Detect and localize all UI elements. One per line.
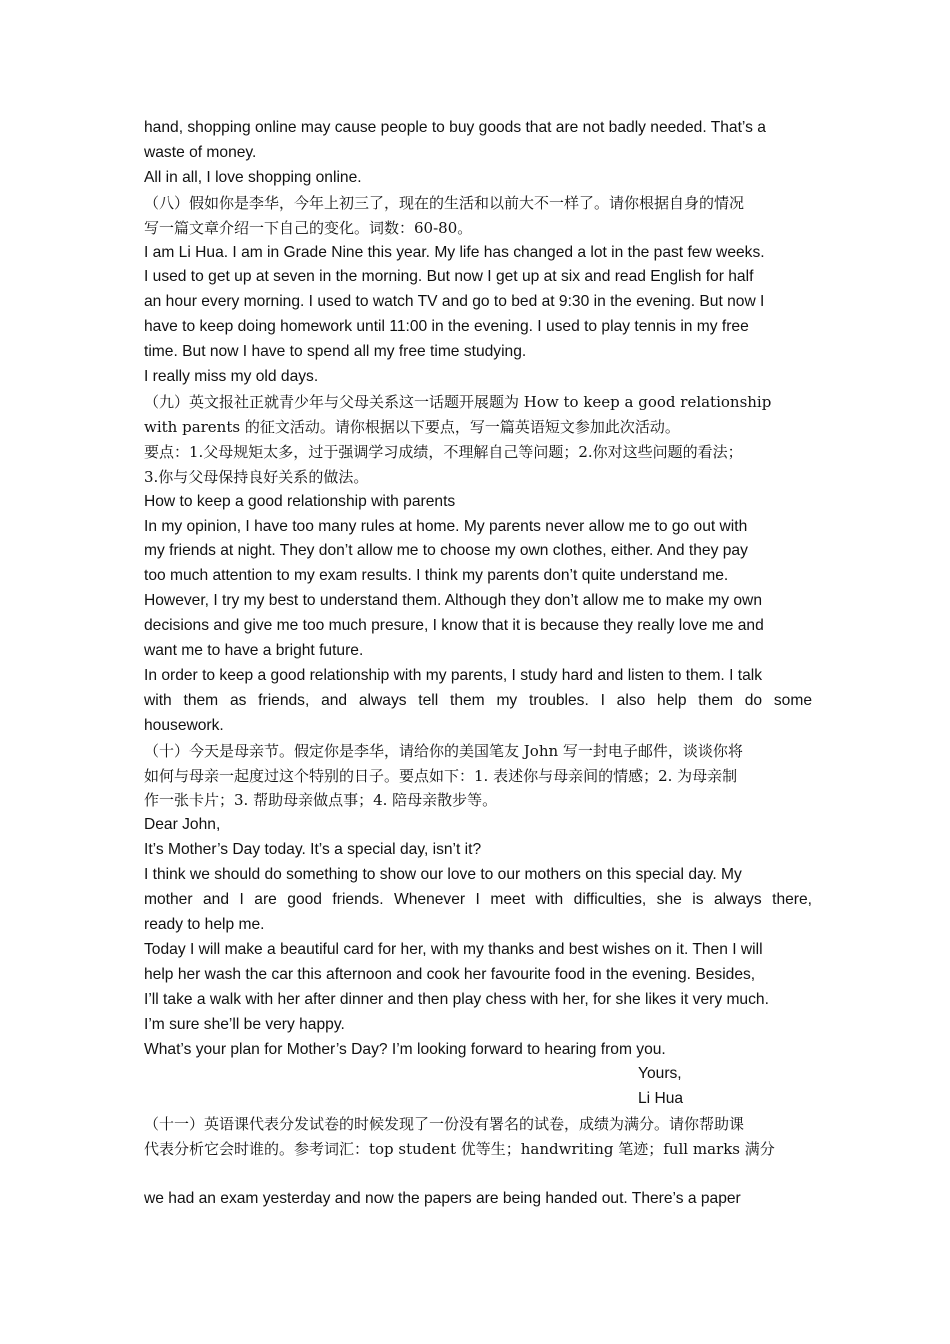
text-line: It’s Mother’s Day today. It’s a special day, isn’t it? [144,841,482,859]
text-line: with them as friends, and always tell them my troubles. I also help them do some [144,691,812,709]
text-line: 作一张卡片；3. 帮助母亲做点事；4. 陪母亲散步等。 [144,791,498,810]
text-line: All in all, I love shopping online. [144,168,362,186]
text-line: I think we should do something to show our love to our mothers on this special day. My [144,866,742,884]
text-line: （十）今天是母亲节。假定你是李华，请给你的美国笔友 John 写一封电子邮件，谈谈你将 [144,741,743,760]
text-line: my friends at night. They don’t allow me to choose my own clothes, either. And they pay [144,542,748,560]
text-line: 要点：1.父母规矩太多，过于强调学习成绩，不理解自己等问题；2.你对这些问题的看法； [144,442,743,461]
text-line: 如何与母亲一起度过这个特别的日子。要点如下：1. 表述你与母亲间的情感；2. 为母亲制 [144,766,738,785]
text-line: In order to keep a good relationship with my parents, I study hard and listen to them. I talk [144,666,763,684]
text-line: I used to get up at seven in the morning. But now I get up at six and read English for half [144,268,754,286]
text-line: 3.你与父母保持良好关系的做法。 [144,467,369,486]
text-line: waste of money. [144,143,257,161]
text-line: 代表分析它会时谁的。参考词汇：top student 优等生；handwriting 笔迹；full marks 满分 [144,1140,775,1159]
text-line: （十一）英语课代表分发试卷的时候发现了一份没有署名的试卷，成绩为满分。请你帮助课 [144,1115,745,1134]
text-line: too much attention to my exam results. I think my parents don’t quite understand me. [144,567,729,585]
text-line: （九）英文报社正就青少年与父母关系这一话题开展题为 How to keep a good relationship [144,392,772,411]
text-line: 写一篇文章介绍一下自己的变化。词数：60-80。 [144,218,473,237]
text-line: help her wash the car this afternoon and cook her favourite food in the evening. Besides, [144,965,756,983]
text-line: with parents 的征文活动。请你根据以下要点，写一篇英语短文参加此次活动。 [144,417,680,436]
text-line: Li Hua [638,1090,684,1108]
text-line: Today I will make a beautiful card for her, with my thanks and best wishes on it. Then I will [144,940,763,958]
text-line: I really miss my old days. [144,368,319,386]
blank-line [144,1162,812,1187]
text-line: time. But now I have to spend all my free time studying. [144,343,527,361]
text-line: How to keep a good relationship with parents [144,492,456,510]
text-line: I am Li Hua. I am in Grade Nine this year. My life has changed a lot in the past few weeks. [144,243,765,261]
text-line: mother and I are good friends. Whenever I meet with difficulties, she is always there, [144,891,812,909]
text-line: Dear John, [144,816,221,834]
text-line: decisions and give me too much presure, I know that it is because they really love me and [144,617,764,635]
text-line: housework. [144,716,224,734]
text-line: However, I try my best to understand them. Although they don’t allow me to make my own [144,592,762,610]
document-page [144,116,812,1212]
text-line: What’s your plan for Mother’s Day? I’m looking forward to hearing from you. [144,1040,666,1058]
text-line: I’m sure she’ll be very happy. [144,1015,345,1033]
text-line: hand, shopping online may cause people to buy goods that are not badly needed. That’s a [144,119,766,136]
text-line: we had an exam yesterday and now the papers are being handed out. There’s a paper [144,1189,741,1207]
text-line: I’ll take a walk with her after dinner and then play chess with her, for she likes it very much. [144,990,769,1008]
text-line: an hour every morning. I used to watch TV and go to bed at 9:30 in the evening. But now I [144,293,765,311]
text-line: （八）假如你是李华，今年上初三了，现在的生活和以前大不一样了。请你根据自身的情况 [144,193,745,212]
text-line: want me to have a bright future. [144,642,364,660]
text-line: In my opinion, I have too many rules at home. My parents never allow me to go out with [144,517,748,535]
text-line: ready to help me. [144,916,265,933]
text-line: have to keep doing homework until 11:00 in the evening. I used to play tennis in my free [144,318,749,336]
text-line: Yours, [638,1065,682,1083]
